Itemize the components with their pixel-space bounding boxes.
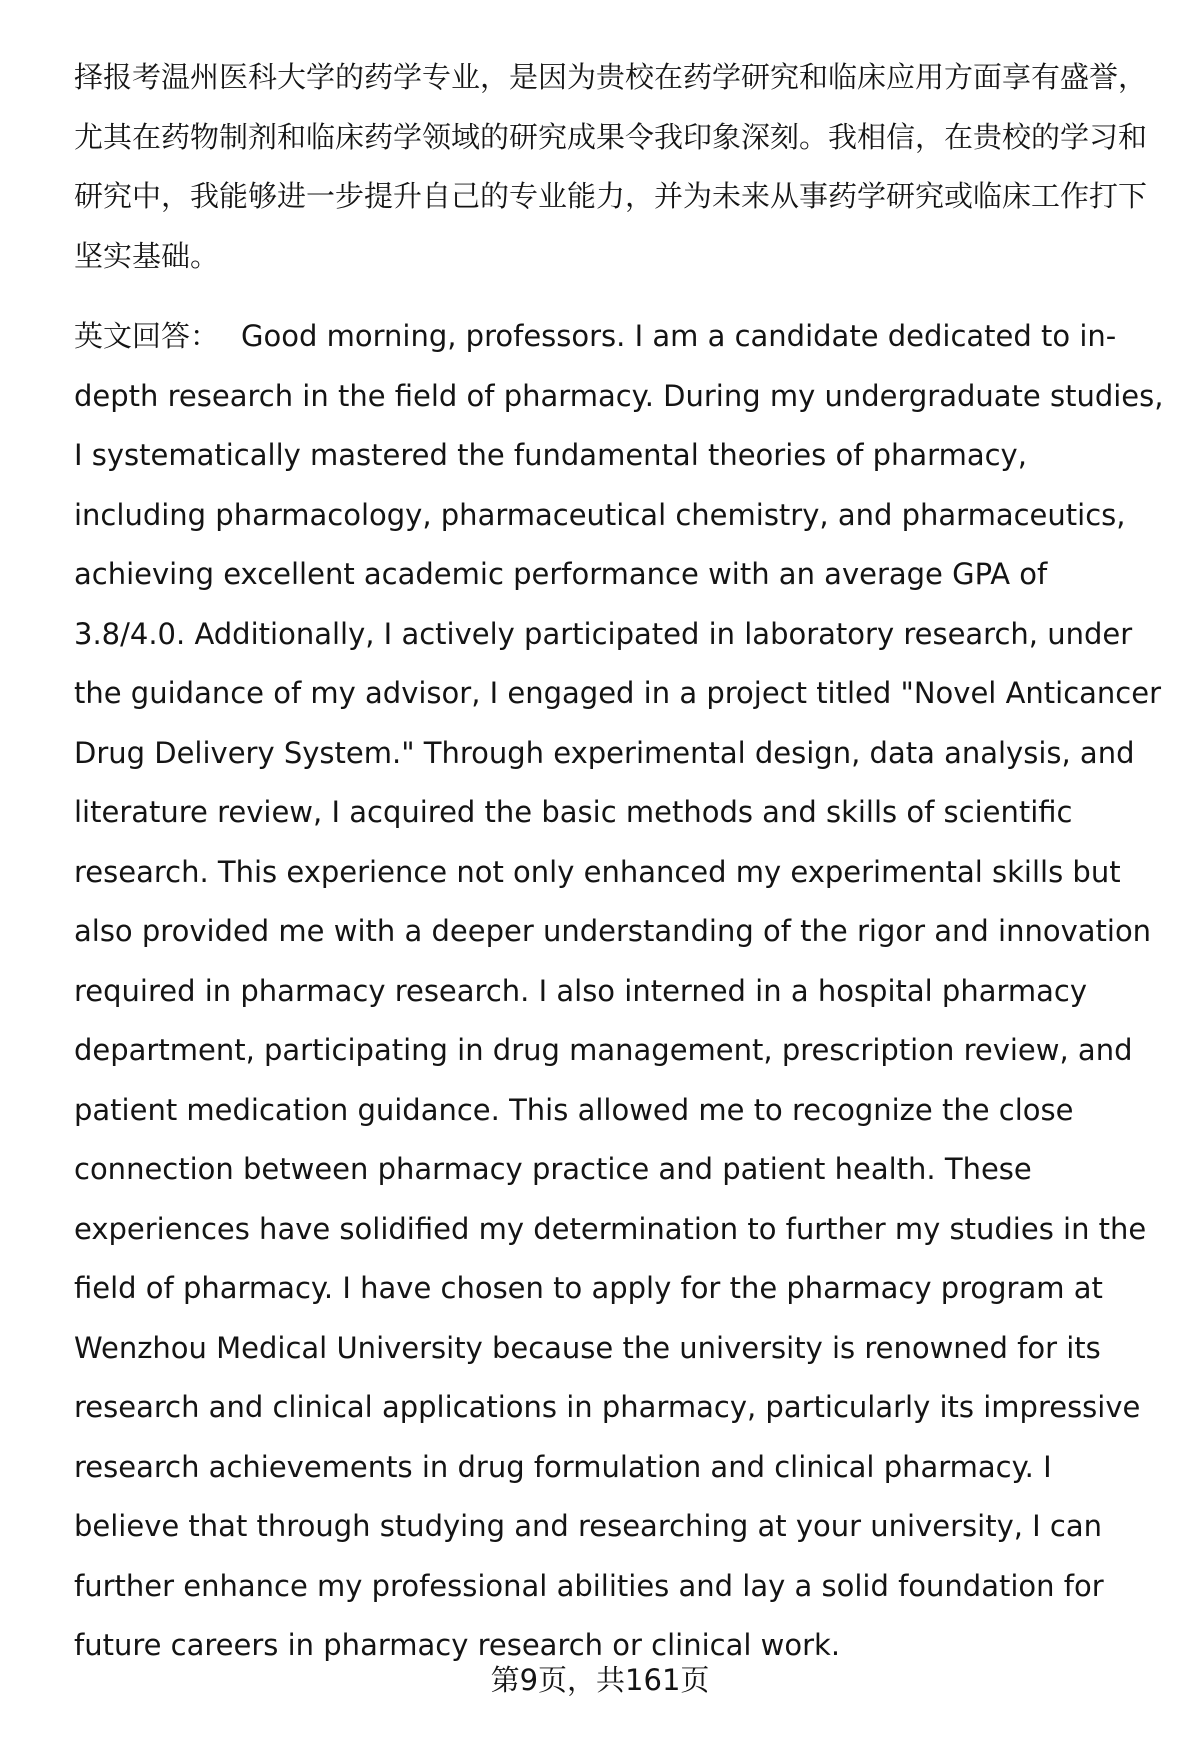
english-answer-label: 英文回答： [74,319,220,353]
english-answer-paragraph [74,307,1164,1676]
document-body [74,48,1164,1676]
page-number-footer: 第9页，共161页 [490,1663,710,1697]
english-answer-text: Good morning, professors. I am a candidate dedicated to in-depth research in the field of pharmacy. During my undergraduate studies, I systematically mastered the fundamental theories of pharmacy, including pharmacology, pharmaceutical chemistry, and pharmaceutics, achieving excellent academic performance with an average GPA of 3.8/4.0. Additionally, I actively participated in laboratory research, under the guidance of my advisor, I engaged in a project titled "Novel Anticancer Drug Delivery System." Through experimental design, data analysis, and literature review, I acquired the basic methods and skills of scientific research. This experience not only enhanced my experimental skills but also provided me with a deeper understanding of the rigor and innovation required in pharmacy research. I also interned in a hospital pharmacy department, participating in drug management, prescription review, and patient medication guidance. This allowed me to recognize the close connection between pharmacy practice and patient health. These experiences have solidified my determination to further my studies in the field of pharmacy. I have chosen to apply for the pharmacy program at Wenzhou Medical University because the university is renowned for its research and clinical applications in pharmacy, particularly its impressive research achievements in drug formulation and clinical pharmacy. I believe that through studying and researching at your university, I can further enhance my professional abilities and lay a solid foundation for future careers in pharmacy research or clinical work. [74,319,1164,1662]
chinese-answer-paragraph: 择报考温州医科大学的药学专业，是因为贵校在药学研究和临床应用方面享有盛誉，尤其在药物制剂和临床药学领域的研究成果令我印象深刻。我相信，在贵校的学习和研究中，我能够进一步提升自己的专业能力，并为未来从事药学研究或临床工作打下坚实基础。 [74,60,1148,273]
